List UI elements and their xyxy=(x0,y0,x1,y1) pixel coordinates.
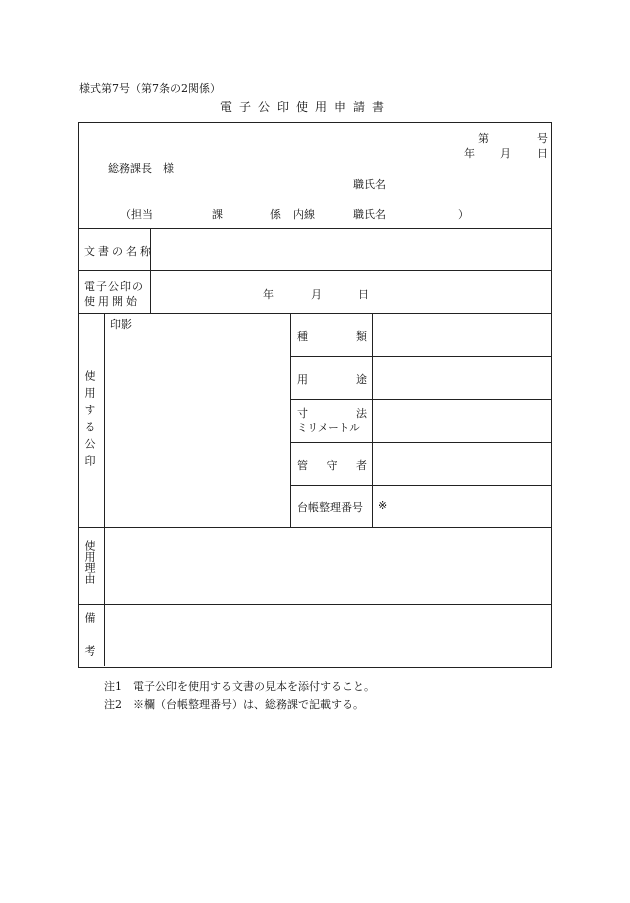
start-year: 年 xyxy=(263,288,274,301)
contact-section: 課 xyxy=(212,208,223,221)
divider xyxy=(290,356,551,357)
applicant-label: 職氏名 xyxy=(353,178,386,191)
type-label: 種 類 xyxy=(297,330,367,343)
divider xyxy=(372,313,373,527)
divider xyxy=(290,399,551,400)
note-2: 注2 ※欄（台帳整理番号）は、総務課で記載する。 xyxy=(104,698,364,711)
reason-field[interactable] xyxy=(110,533,546,599)
contact-close: ） xyxy=(458,208,469,221)
date-month: 月 xyxy=(500,147,511,160)
divider xyxy=(290,442,551,443)
form-title: 電子公印使用申請書 xyxy=(220,100,392,114)
addressee: 総務課長 様 xyxy=(108,162,174,175)
size-label-line2: ミリメートル xyxy=(297,422,360,434)
divider xyxy=(150,228,151,313)
remarks-field[interactable] xyxy=(110,610,546,662)
form-id: 様式第7号（第7条の2関係） xyxy=(79,82,221,95)
note-1: 注1 電子公印を使用する文書の見本を添付すること。 xyxy=(104,680,375,693)
remarks-label: 備考 xyxy=(83,612,96,678)
custodian-label: 管 守 者 xyxy=(297,459,367,472)
imprint-label: 印影 xyxy=(110,318,132,331)
divider xyxy=(290,313,291,527)
divider xyxy=(78,527,551,528)
imprint-area[interactable] xyxy=(110,332,286,522)
ledger-mark: ※ xyxy=(378,499,388,512)
divider xyxy=(78,313,551,314)
seal-section-label: 使用する公印 xyxy=(83,370,96,472)
contact-name: 職氏名 xyxy=(353,208,386,221)
divider xyxy=(104,313,105,666)
number-prefix: 第 xyxy=(478,132,489,145)
start-day: 日 xyxy=(358,288,369,301)
custodian-field[interactable] xyxy=(378,449,546,479)
start-label-line2: 使用開始 xyxy=(84,295,140,308)
ledger-label: 台帳整理番号 xyxy=(297,501,363,514)
divider xyxy=(78,270,551,271)
purpose-label: 用 途 xyxy=(297,373,367,386)
number-suffix: 号 xyxy=(537,132,548,145)
contact-unit: 係 xyxy=(270,208,281,221)
contact-ext: 内線 xyxy=(293,208,315,221)
reason-label: 使用理由 xyxy=(83,540,96,584)
type-field[interactable] xyxy=(378,320,546,350)
purpose-field[interactable] xyxy=(378,363,546,393)
date-day: 日 xyxy=(537,147,548,160)
start-month: 月 xyxy=(311,288,322,301)
size-field[interactable] xyxy=(378,406,546,436)
divider xyxy=(78,228,551,229)
document-name-label: 文書の名称 xyxy=(84,245,154,258)
divider xyxy=(78,604,551,605)
contact-open: （担当 xyxy=(120,208,153,221)
date-year: 年 xyxy=(464,147,475,160)
start-label-line1: 電子公印の xyxy=(84,280,144,293)
size-label-line1: 寸 法 xyxy=(297,407,367,420)
divider xyxy=(290,485,551,486)
document-name-field[interactable] xyxy=(156,236,546,264)
